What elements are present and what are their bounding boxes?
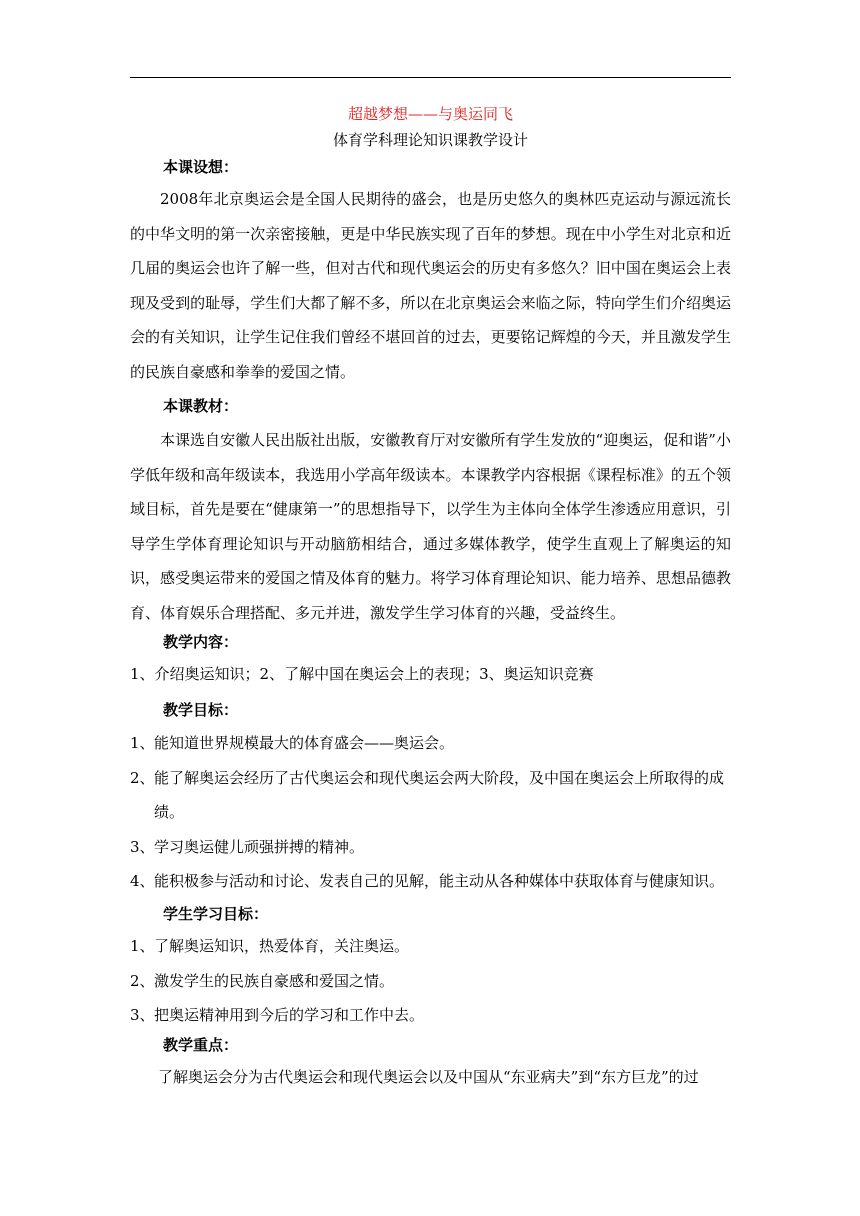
header-rule (130, 77, 731, 78)
heading-material: 本课教材： (163, 397, 239, 415)
list-item (130, 761, 731, 830)
heading-key-points: 教学重点： (163, 1036, 239, 1054)
item-text: 能知道世界规模最大的体育盛会——奥运会。 (154, 734, 455, 752)
item-number: 3、 (130, 837, 155, 856)
item-text: 了解奥运知识，热爱体育，关注奥运。 (154, 937, 410, 955)
item-number: 2、 (130, 971, 155, 990)
item-number: 2、 (130, 768, 155, 787)
list-item (130, 998, 731, 1033)
item-text: 激发学生的民族自豪感和爱国之情。 (154, 971, 395, 990)
heading-goals: 教学目标： (163, 701, 239, 719)
paragraph-idea: 2008年北京奥运会是全国人民期待的盛会，也是历史悠久的奥林匹克运动与源远流长的中华文明的第一次亲密接触，更是中华民族实现了百年的梦想。现在中小学生对北京和近几届的奥运会也许了解一些，但对古代和现代奥运会的历史有多悠久？旧中国在奥运会上表现及受到的耻辱，学生们大都了解不多，所以在北京奥运会来临之际，特向学生们介绍奥运会的有关知识，让学生记住我们曾经不堪回首的过去，更要铭记辉煌的今天，并且激发学生的民族自豪感和拳拳的爱国之情。 (130, 190, 731, 381)
item-number: 4、 (130, 872, 155, 891)
paragraph-material: 本课选自安徽人民出版社出版，安徽教育厅对安徽所有学生发放的“迎奥运，促和谐”小学低年级和高年级读本，我选用小学高年级读本。本课教学内容根据《课程标准》的五个领域目标，首先是要在“健康第一”的思想指导下，以学生为主体向全体学生渗透应用意识，引导学生学体育理论知识与开动脑筋相结合，通过多媒体教学，使学生直观上了解奥运的知识，感受奥运带来的爱国之情及体育的魅力。将学习体育理论知识、能力培养、思想品德教育、体育娱乐合理搭配、多元并进，激发学生学习体育的兴趣，受益终生。 (130, 431, 731, 622)
heading-content: 教学内容： (163, 633, 239, 651)
student-goals-list (130, 929, 731, 1033)
item-text: 能了解奥运会经历了古代奥运会和现代奥运会两大阶段，及中国在奥运会上所取得的成绩。 (154, 768, 725, 822)
item-text: 能积极参与活动和讨论、发表自己的见解，能主动从各种媒体中获取体育与健康知识。 (154, 872, 725, 891)
document-subtitle: 体育学科理论知识课教学设计 (332, 131, 528, 149)
item-number: 1、 (130, 734, 155, 752)
heading-student-goals: 学生学习目标： (163, 905, 269, 923)
paragraph-content: 1、介绍奥运知识；2、了解中国在奥运会上的表现；3、奥运知识竞赛 (130, 665, 594, 683)
item-number: 3、 (130, 1006, 155, 1025)
document-title: 超越梦想——与奥运同飞 (347, 105, 513, 123)
item-text: 把奥运精神用到今后的学习和工作中去。 (154, 1006, 425, 1025)
paragraph-key-points: 了解奥运会分为古代奥运会和现代奥运会以及中国从“东亚病夫”到“东方巨龙”的过 (158, 1068, 699, 1086)
list-item (130, 864, 731, 899)
list-item (130, 830, 731, 865)
heading-idea: 本课设想： (163, 158, 239, 176)
goals-list (130, 726, 731, 899)
list-item (130, 964, 731, 999)
item-number: 1、 (130, 937, 155, 955)
item-text: 学习奥运健儿顽强拼搏的精神。 (154, 837, 365, 856)
list-item (130, 929, 731, 964)
list-item (130, 726, 731, 761)
